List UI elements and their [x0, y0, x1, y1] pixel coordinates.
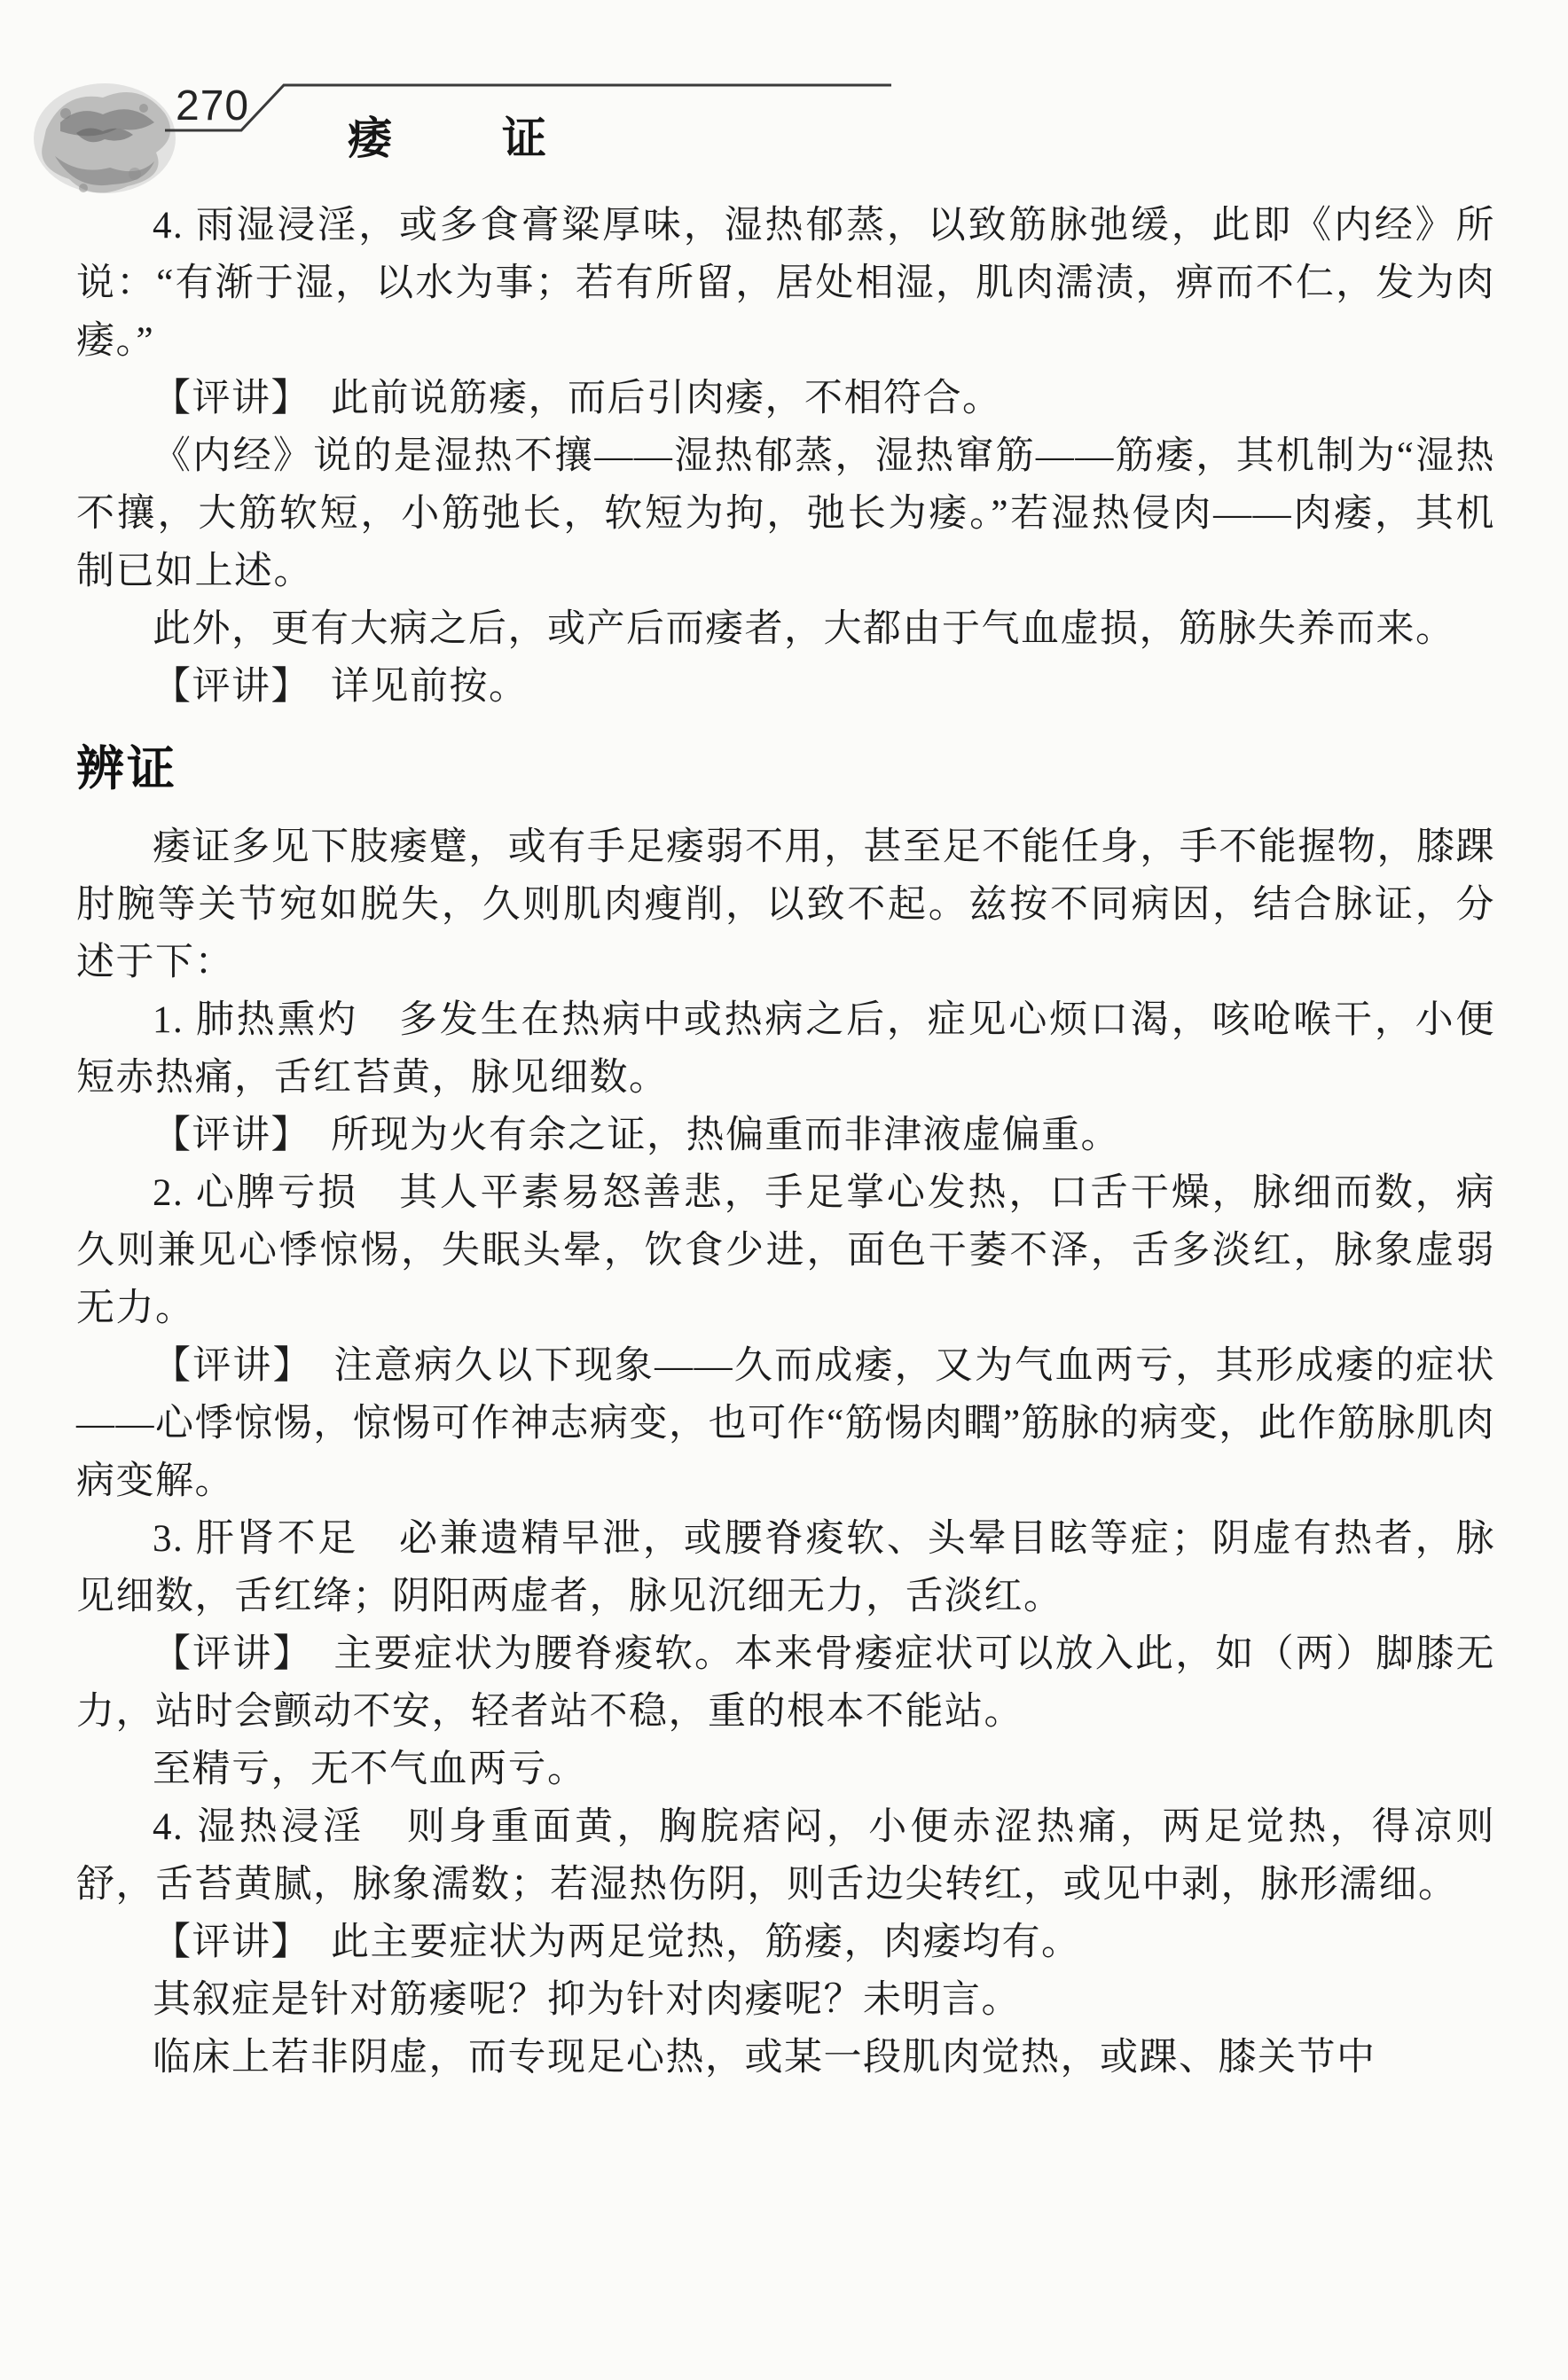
body-paragraph-comment: 【评讲】 所现为火有余之证，热偏重而非津液虚偏重。: [153, 1115, 1120, 1156]
body-paragraph-item: 4. 湿热浸淫 则身重面黄，胸脘痞闷，小便赤涩热痛，两足觉热，得凉则舒，舌苔黄腻，脉象濡数；若湿热伤阴，则舌边尖转红，或见中剥，脉形濡细。: [76, 1806, 1495, 1906]
running-title: 痿 证: [348, 114, 553, 163]
body-paragraph: 临床上若非阴虚，而专现足心热，或某一段肌肉觉热，或踝、膝关节中: [153, 2037, 1376, 2079]
page-number: 270: [176, 82, 250, 129]
body-paragraph-item: 1. 肺热熏灼 多发生在热病中或热病之后，症见心烦口渴，咳呛喉干，小便短赤热痛，舌红苔黄，脉见细数。: [76, 999, 1495, 1099]
stamp-icon: [30, 74, 179, 209]
body-paragraph-comment: 【评讲】 此前说筋痿，而后引肉痿，不相符合。: [153, 378, 1002, 419]
section-heading-bianzheng: 辨证: [76, 742, 177, 795]
page-header: [0, 0, 1568, 206]
body-paragraph-comment: 【评讲】 详见前按。: [153, 666, 529, 708]
body-paragraph-item: 3. 肝肾不足 必兼遗精早泄，或腰脊痠软、头晕目眩等症；阴虚有热者，脉见细数，舌红绛；阴阳两虚者，脉见沉细无力，舌淡红。: [76, 1518, 1495, 1617]
body-paragraph: 痿证多见下肢痿躄，或有手足痿弱不用，甚至足不能任身，手不能握物，膝踝肘腕等关节宛如脱失，久则肌肉瘦削，以致不起。兹按不同病因，结合脉证，分述于下：: [76, 826, 1495, 983]
body-paragraph-item: 2. 心脾亏损 其人平素易怒善悲，手足掌心发热，口舌干燥，脉细而数，病久则兼见心悸惊惕，失眠头晕，饮食少进，面色干萎不泽，舌多淡红，脉象虚弱无力。: [76, 1172, 1495, 1329]
body-paragraph: 4. 雨湿浸淫，或多食膏粱厚味，湿热郁蒸，以致筋脉弛缓，此即《内经》所说：“有渐于湿，以水为事；若有所留，居处相湿，肌肉濡渍，痹而不仁，发为肉痿。”: [76, 205, 1495, 362]
body-paragraph: 《内经》说的是湿热不攘——湿热郁蒸，湿热窜筋——筋痿，其机制为“湿热不攘，大筋软短，小筋弛长，软短为拘，弛长为痿。”若湿热侵肉——肉痿，其机制已如上述。: [76, 435, 1495, 592]
body-paragraph-comment: 【评讲】 注意病久以下现象——久而成痿，又为气血两亏，其形成痿的症状——心悸惊惕，惊惕可作神志病变，也可作“筋惕肉瞤”筋脉的病变，此作筋脉肌肉病变解。: [76, 1345, 1495, 1502]
body-paragraph: 此外，更有大病之后，或产后而痿者，大都由于气血虚损，筋脉失养而来。: [153, 608, 1455, 650]
page-body: [76, 197, 1495, 2086]
body-paragraph-comment: 【评讲】 此主要症状为两足觉热，筋痿，肉痿均有。: [153, 1922, 1081, 1963]
body-paragraph: 其叙症是针对筋痿呢？抑为针对肉痿呢？未明言。: [153, 1979, 1021, 2021]
body-paragraph: 至精亏，无不气血两亏。: [153, 1749, 587, 1790]
body-paragraph-comment: 【评讲】 主要症状为腰脊痠软。本来骨痿症状可以放入此，如（两）脚膝无力，站时会颤动不安，轻者站不稳，重的根本不能站。: [76, 1633, 1495, 1733]
